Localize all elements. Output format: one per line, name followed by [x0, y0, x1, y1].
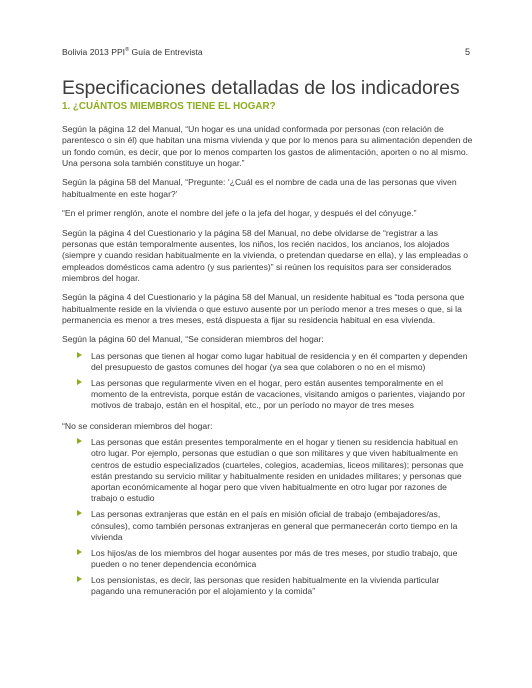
list-item: [62, 437, 474, 505]
section-heading: 1. ¿CUÁNTOS MIEMBROS TIENE EL HOGAR?: [62, 101, 276, 112]
list-item: [62, 351, 474, 374]
header-title-main: Bolivia 2013 PPI: [62, 47, 126, 57]
header-title-suffix: Guía de Entrevista: [129, 47, 203, 57]
list-item: [62, 378, 474, 412]
page-header: [62, 47, 470, 57]
list-item: [62, 575, 474, 598]
list-item-text: Los hijos/as de los miembros del hogar ausentes por más de tres meses, por studio trabajo, que pueden o no tener dependencia económica: [91, 547, 458, 569]
paragraph: “En el primer renglón, anote el nombre del jefe o la jefa del hogar, y después el del cónyuge.”: [62, 208, 417, 219]
non-members-bullet-list: [62, 437, 474, 597]
list-item-text: Las personas que están presentes temporalmente en el hogar y tienen su residencia habitual en otro lugar. Por ejemplo, personas que estudian o que son militares y que viven habitualmente en centros de estudio especializados (cuarteles, colegios, academias, liceos militares); personas que están prestando su servicio militar y habitualmente residen en unidades militares; y personas que aportan económicamente al hogar pero que viven habitualmente en otro lugar por razones de trabajo o estudio: [91, 436, 464, 504]
list-item: [62, 548, 474, 571]
list-item-text: Las personas que regularmente viven en el hogar, pero están ausentes temporalmente en el momento de la entrevista, porque están de vacaciones, visitando amigos o parientes, viajando por motivos de trabajo, están en el hospital, etc., por un período no mayor de tres meses: [91, 377, 466, 411]
paragraph: “No se consideran miembros del hogar:: [62, 420, 213, 431]
paragraph: Según la página 12 del Manual, “Un hogar es una unidad conformada por personas (con relación de parentesco o sin él) que habitan una misma vivienda y que por lo menos para su alimentación dependen de un fondo común, es decir, que por lo menos comparten los gastos de alimentación, aporten o no al mismo. Una persona sola también constituye un hogar.”: [62, 124, 473, 168]
page-title: Especificaciones detalladas de los indicadores: [62, 77, 460, 99]
green-triangle-bullet-icon: [77, 352, 82, 358]
header-title: [62, 47, 203, 57]
green-triangle-bullet-icon: [77, 510, 82, 516]
paragraph: Según la página 58 del Manual, “Pregunte: ‘¿Cuál es el nombre de cada una de las personas que viven habitualmente en este hogar?’: [62, 177, 457, 199]
page-number: 5: [464, 47, 470, 57]
green-triangle-bullet-icon: [77, 576, 82, 582]
registered-mark: ®: [125, 47, 130, 54]
list-item: [62, 509, 474, 543]
green-triangle-bullet-icon: [77, 549, 82, 555]
green-triangle-bullet-icon: [77, 438, 82, 444]
paragraph: Según la página 4 del Cuestionario y la página 58 del Manual, no debe olvidarse de “registrar a las personas que están temporalmente ausentes, los niños, los recién nacidos, los ancianos, los alojados (siempre y cuando residan habitualmente en la vivienda, o pretendan quedarse en ella), y las empleadas o empleados domésticos cama adentro (y sus parientes)” si reúnen los requisitos para ser considerados miembros del hogar.: [62, 227, 469, 283]
list-item-text: Las personas que tienen al hogar como lugar habitual de residencia y en él comparten y dependen del presupuesto de gastos comunes del hogar (ya sea que colaboren o no en el mismo): [91, 350, 468, 372]
list-item-text: Las personas extranjeras que están en el país en misión oficial de trabajo (embajadores/as, cónsules), como también personas extranjeras en general que permanecerán corto tiempo en la vivienda: [91, 509, 458, 542]
green-triangle-bullet-icon: [77, 379, 82, 385]
body-content: [62, 124, 474, 606]
list-item-text: Los pensionistas, es decir, las personas que residen habitualmente en la vivienda particular pagando una remuneración por el alojamiento y la comida”: [91, 574, 440, 597]
members-bullet-list: [62, 351, 474, 412]
paragraph: Según la página 60 del Manual, “Se consideran miembros del hogar:: [62, 334, 324, 345]
paragraph: Según la página 4 del Cuestionario y la página 58 del Manual, un residente habitual es “toda persona que habitualmente reside en la vivienda o que estuvo ausente por un período menor a tres meses o que, si la permanencia es menor a tres meses, está dispuesta a fijar su residencia habitual en esa vivienda.: [62, 292, 465, 325]
